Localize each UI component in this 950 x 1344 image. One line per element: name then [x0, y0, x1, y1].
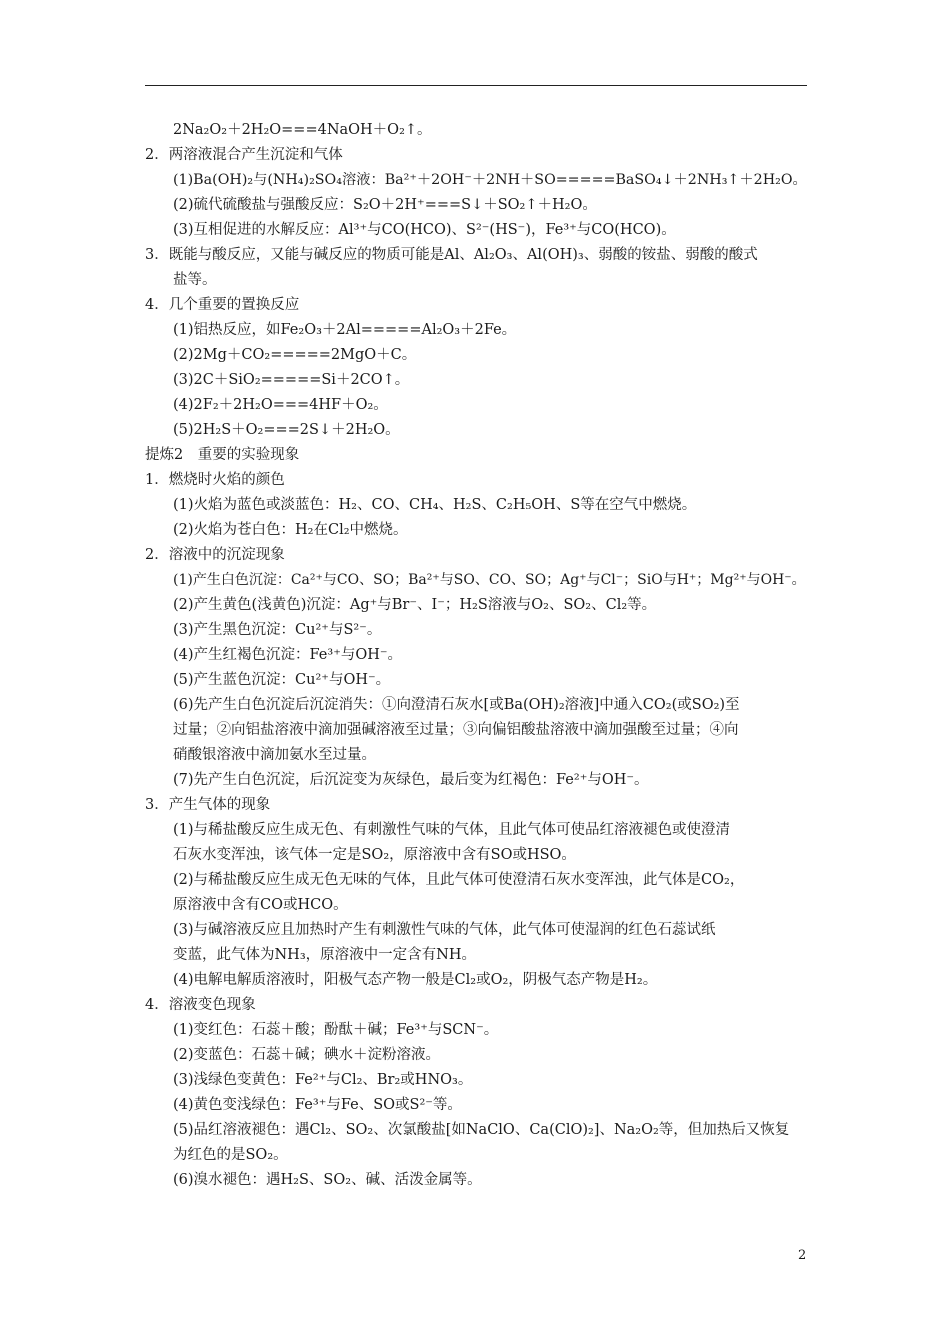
text-line: 2．溶液中的沉淀现象 [145, 547, 285, 563]
text-line: (1)铝热反应，如Fe₂O₃＋2Al=====Al₂O₃＋2Fe。 [173, 322, 517, 338]
text-line: 3．产生气体的现象 [145, 797, 271, 813]
text-line: (1)火焰为蓝色或淡蓝色：H₂、CO、CH₄、H₂S、C₂H₅OH、S等在空气中燃烧。 [173, 497, 697, 513]
text-line: 盐等。 [173, 272, 217, 288]
text-line: 2．两溶液混合产生沉淀和气体 [145, 147, 343, 163]
text-line: 为红色的是SO₂。 [173, 1147, 288, 1163]
text-line: (1)Ba(OH)₂与(NH₄)₂SO₄溶液：Ba²⁺＋2OH⁻＋2NH＋SO=====BaSO₄↓＋2NH₃↑＋2H₂O。 [173, 172, 807, 188]
text-line: (2)2Mg＋CO₂=====2MgO＋C。 [173, 347, 417, 363]
text-line: (4)黄色变浅绿色：Fe³⁺与Fe、SO或S²⁻等。 [173, 1097, 462, 1113]
text-line: 硝酸银溶液中滴加氨水至过量。 [173, 747, 376, 763]
text-line: (1)变红色：石蕊＋酸；酚酞＋碱；Fe³⁺与SCN⁻。 [173, 1022, 499, 1038]
text-line: (7)先产生白色沉淀，后沉淀变为灰绿色，最后变为红褐色：Fe²⁺与OH⁻。 [173, 772, 649, 788]
document-body [145, 118, 810, 1193]
page-number: 2 [798, 1248, 807, 1263]
text-line: (4)2F₂＋2H₂O===4HF＋O₂。 [173, 397, 388, 413]
text-line: 原溶液中含有CO或HCO。 [173, 897, 348, 913]
text-line: 4．几个重要的置换反应 [145, 297, 300, 313]
text-line: (3)与碱溶液反应且加热时产生有刺激性气味的气体，此气体可使湿润的红色石蕊试纸 [173, 922, 716, 938]
text-line: (5)2H₂S＋O₂===2S↓＋2H₂O。 [173, 422, 400, 438]
text-line: (3)2C＋SiO₂=====Si＋2CO↑。 [173, 372, 410, 388]
text-line: (3)产生黑色沉淀：Cu²⁺与S²⁻。 [173, 622, 382, 638]
text-line: 4．溶液变色现象 [145, 997, 256, 1013]
text-line: 2Na₂O₂＋2H₂O===4NaOH＋O₂↑。 [173, 122, 432, 138]
text-line: (2)产生黄色(浅黄色)沉淀：Ag⁺与Br⁻、I⁻；H₂S溶液与O₂、SO₂、Cl₂等。 [173, 597, 657, 613]
text-line: (3)浅绿色变黄色：Fe²⁺与Cl₂、Br₂或HNO₃。 [173, 1072, 473, 1088]
text-line: 1．燃烧时火焰的颜色 [145, 472, 285, 488]
text-line: 提炼2 重要的实验现象 [145, 447, 300, 463]
header-rule [145, 85, 807, 86]
text-line: (6)溴水褪色：遇H₂S、SO₂、碱、活泼金属等。 [173, 1172, 482, 1188]
text-line: (2)与稀盐酸反应生成无色无味的气体，且此气体可使澄清石灰水变浑浊，此气体是CO₂， [173, 872, 745, 888]
text-line: 过量；②向铝盐溶液中滴加强碱溶液至过量；③向偏铝酸盐溶液中滴加强酸至过量；④向 [173, 722, 739, 738]
text-line: (2)火焰为苍白色：H₂在Cl₂中燃烧。 [173, 522, 408, 538]
text-line: 3．既能与酸反应，又能与碱反应的物质可能是Al、Al₂O₃、Al(OH)₃、弱酸的铵盐、弱酸的酸式 [145, 247, 758, 263]
text-line: 石灰水变浑浊，该气体一定是SO₂，原溶液中含有SO或HSO。 [173, 847, 576, 863]
text-line: (2)变蓝色：石蕊＋碱；碘水＋淀粉溶液。 [173, 1047, 441, 1063]
text-line: (2)硫代硫酸盐与强酸反应：S₂O＋2H⁺===S↓＋SO₂↑＋H₂O。 [173, 197, 597, 213]
text-line: (5)产生蓝色沉淀：Cu²⁺与OH⁻。 [173, 672, 391, 688]
text-line: (6)先产生白色沉淀后沉淀消失：①向澄清石灰水[或Ba(OH)₂溶液]中通入CO₂(或SO₂)至 [173, 697, 740, 713]
text-line: (1)与稀盐酸反应生成无色、有刺激性气味的气体，且此气体可使品红溶液褪色或使澄清 [173, 822, 731, 838]
text-line: (3)互相促进的水解反应：Al³⁺与CO(HCO)、S²⁻(HS⁻)，Fe³⁺与CO(HCO)。 [173, 222, 676, 238]
text-line: (4)电解电解质溶液时，阳极气态产物一般是Cl₂或O₂，阴极气态产物是H₂。 [173, 972, 658, 988]
text-line: (5)品红溶液褪色：遇Cl₂、SO₂、次氯酸盐[如NaClO、Ca(ClO)₂]、Na₂O₂等，但加热后又恢复 [173, 1122, 790, 1138]
text-line: (4)产生红褐色沉淀：Fe³⁺与OH⁻。 [173, 647, 403, 663]
text-line: 变蓝，此气体为NH₃，原溶液中一定含有NH。 [173, 947, 476, 963]
text-line: (1)产生白色沉淀：Ca²⁺与CO、SO；Ba²⁺与SO、CO、SO；Ag⁺与Cl⁻；SiO与H⁺；Mg²⁺与OH⁻。 [173, 572, 806, 588]
